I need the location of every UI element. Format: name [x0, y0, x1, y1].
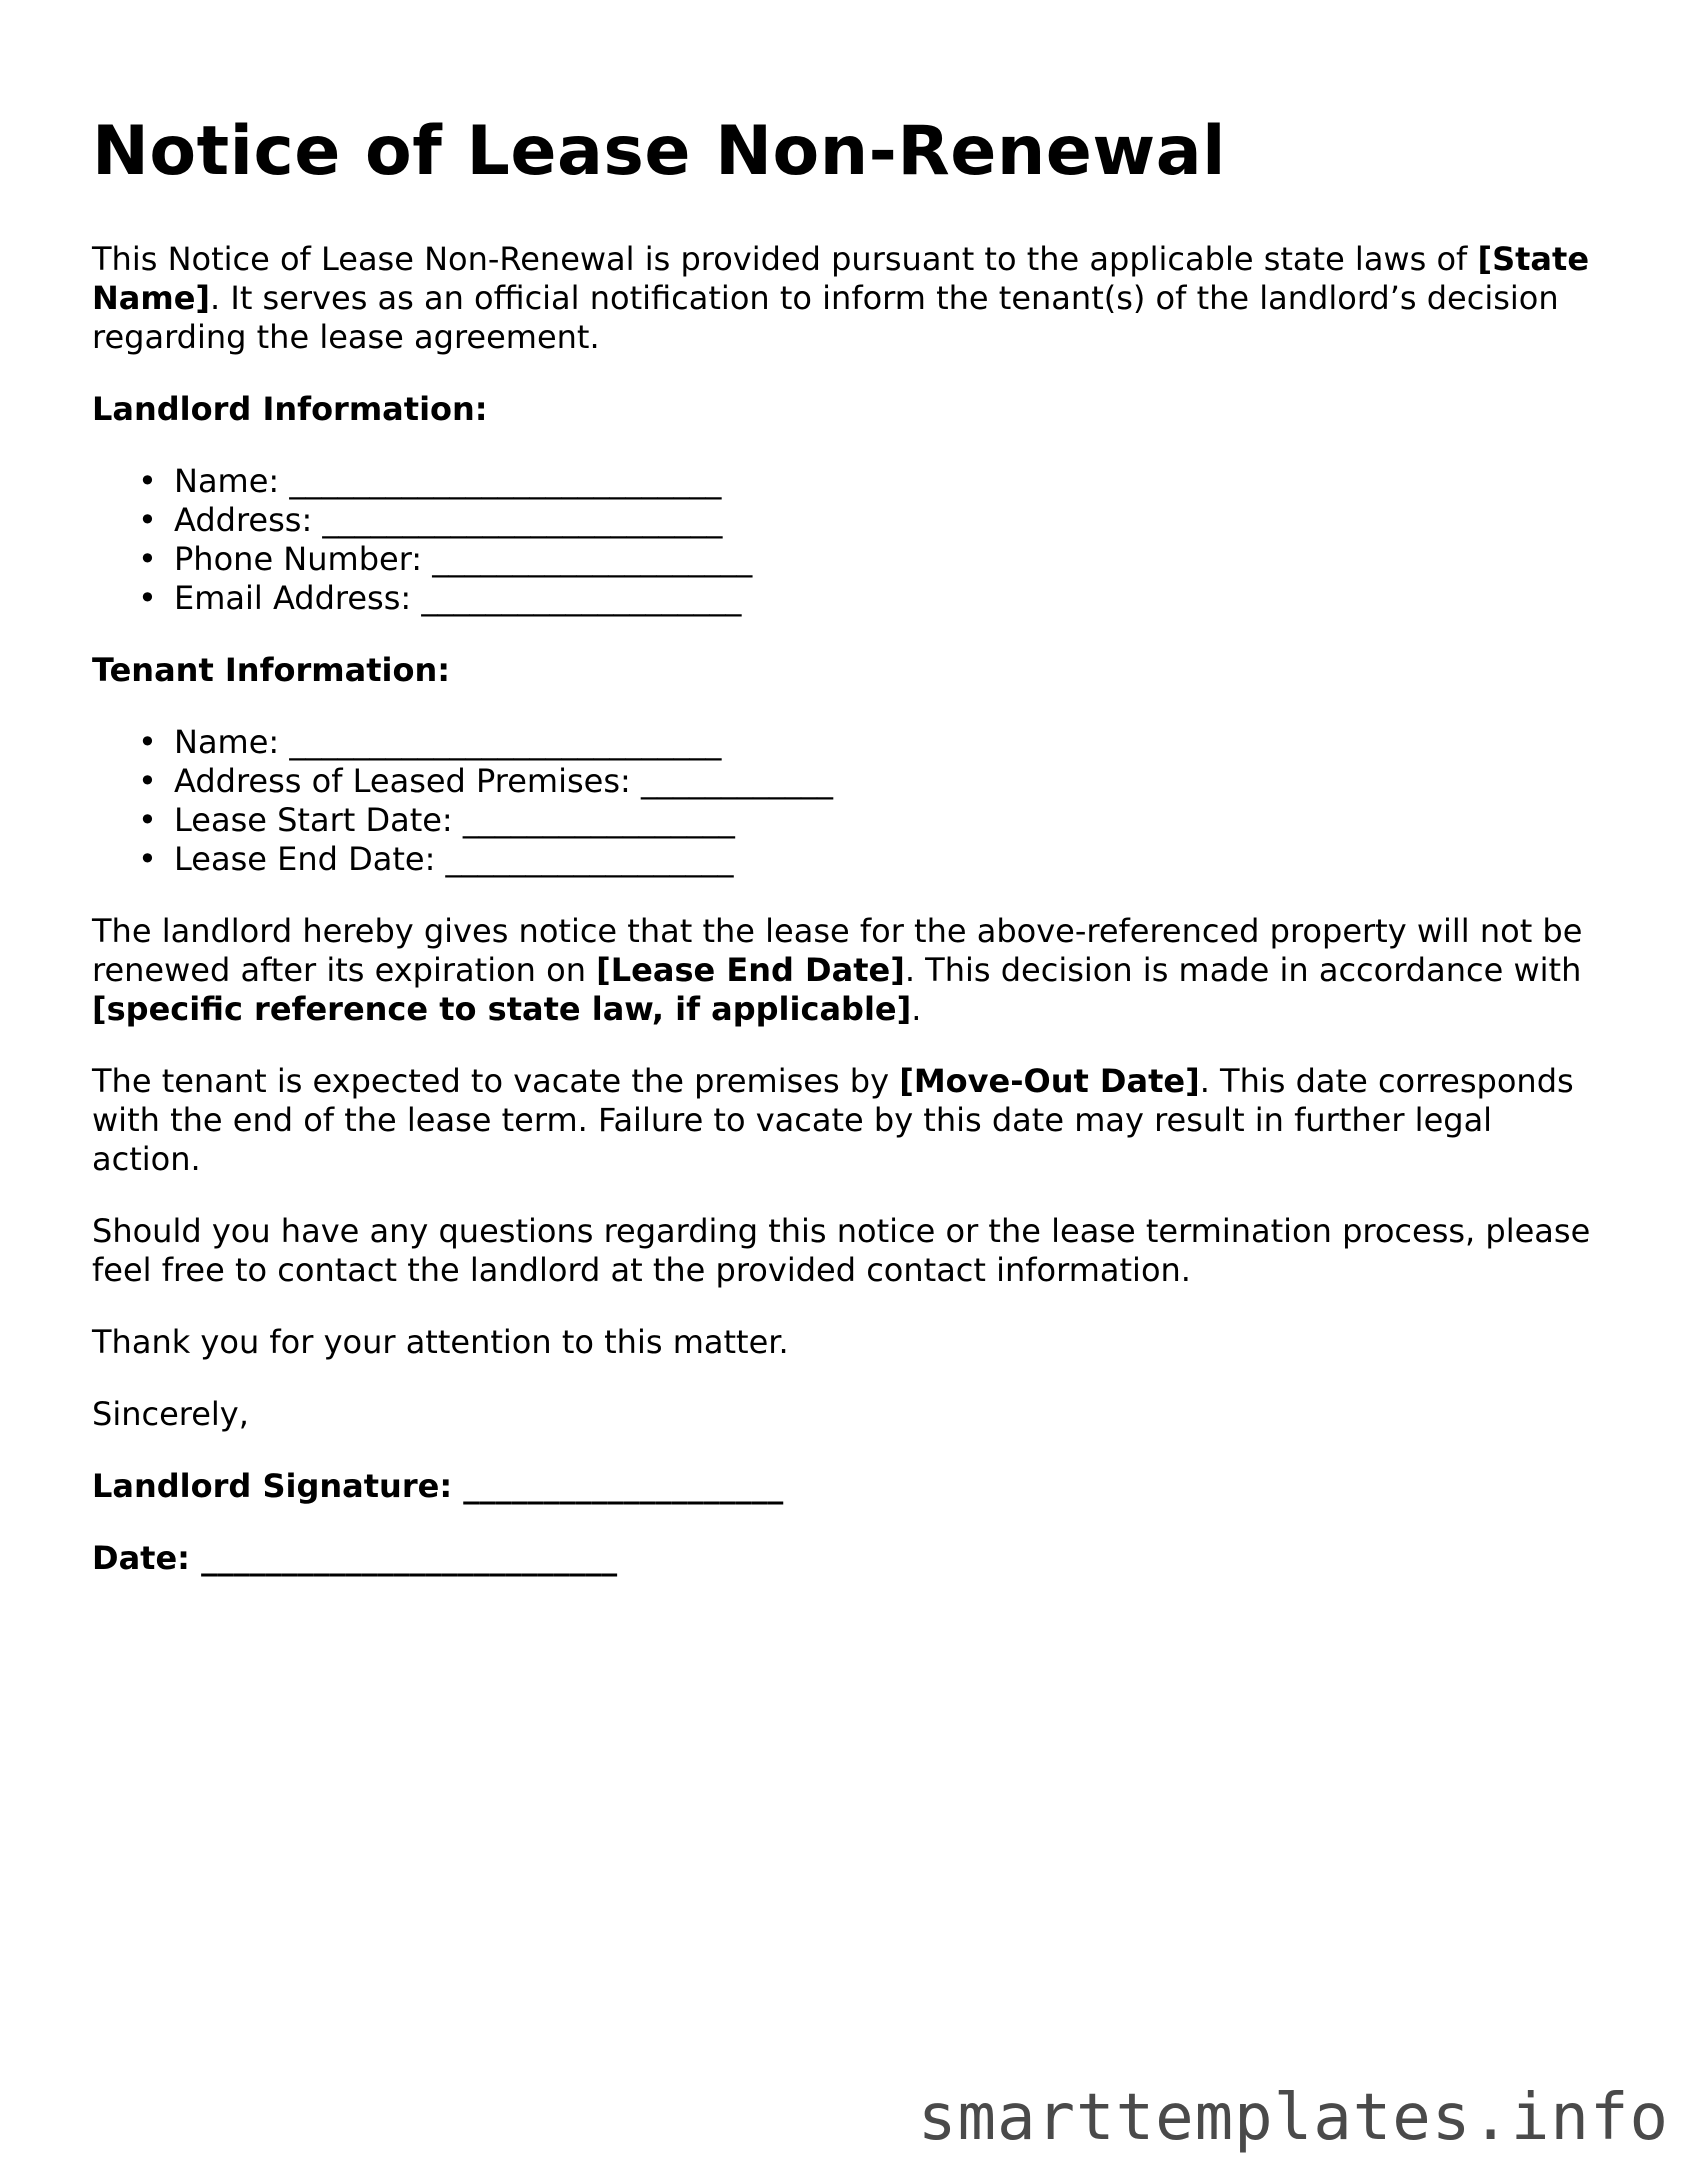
watermark: smarttemplates.info [917, 2081, 1669, 2155]
vacate-paragraph: The tenant is expected to vacate the premises by [Move-Out Date]. This date corresponds with the end of the lease term. Failure to vacate by this date may result in further legal action. [92, 1062, 1574, 1178]
document-page [92, 112, 1602, 1611]
state-name-placeholder: [State Name] [92, 240, 1590, 317]
bullet-icon: • [138, 579, 157, 617]
landlord-info-list [92, 462, 1602, 618]
bullet-icon: • [138, 462, 157, 500]
intro-text-2: . It serves as an official notification to inform the tenant(s) of the landlord’s decision regarding the lease agreement. [92, 279, 1559, 356]
tenant-info-heading: Tenant Information: [92, 651, 451, 689]
bullet-icon: • [138, 501, 157, 539]
bullet-icon: • [138, 540, 157, 578]
tenant-info-list [92, 723, 1602, 879]
intro-paragraph [92, 240, 1602, 357]
thanks-paragraph: Thank you for your attention to this matter. [92, 1323, 789, 1361]
bullet-icon: • [138, 801, 157, 839]
bullet-icon: • [138, 723, 157, 761]
landlord-info-heading: Landlord Information: [92, 390, 488, 428]
date-line: Date: __________________________ [92, 1539, 618, 1577]
lease-end-date-placeholder: [Lease End Date] [596, 951, 905, 989]
lease-end-date-field: • Lease End Date: __________________ [138, 840, 734, 878]
bullet-icon: • [138, 840, 157, 878]
move-out-date-placeholder: [Move-Out Date] [899, 1062, 1200, 1100]
closing-text: Sincerely, [92, 1395, 249, 1433]
document-title: Notice of Lease Non-Renewal [92, 112, 1226, 191]
bullet-icon: • [138, 762, 157, 800]
lease-start-date-field: • Lease Start Date: _________________ [138, 801, 735, 839]
leased-premises-address-field: • Address of Leased Premises: ____________ [138, 762, 833, 800]
intro-text-1: This Notice of Lease Non-Renewal is provided pursuant to the applicable state laws of [92, 240, 1478, 278]
landlord-email-field: • Email Address: ____________________ [138, 579, 742, 617]
tenant-name-field: • Name: ___________________________ [138, 723, 722, 761]
landlord-name-field: • Name: ___________________________ [138, 462, 722, 500]
state-law-placeholder: [specific reference to state law, if applicable] [92, 990, 912, 1028]
landlord-signature-line: Landlord Signature: ____________________ [92, 1467, 784, 1505]
landlord-address-field: • Address: _________________________ [138, 501, 723, 539]
questions-paragraph: Should you have any questions regarding this notice or the lease termination process, please feel free to contact the landlord at the provided contact information. [92, 1212, 1591, 1289]
landlord-phone-field: • Phone Number: ____________________ [138, 540, 753, 578]
notice-paragraph: The landlord hereby gives notice that the lease for the above-referenced property will not be renewed after its expiration on [Lease End Date]. This decision is made in accordance with [specific reference to state law, if applicable]. [92, 912, 1583, 1028]
